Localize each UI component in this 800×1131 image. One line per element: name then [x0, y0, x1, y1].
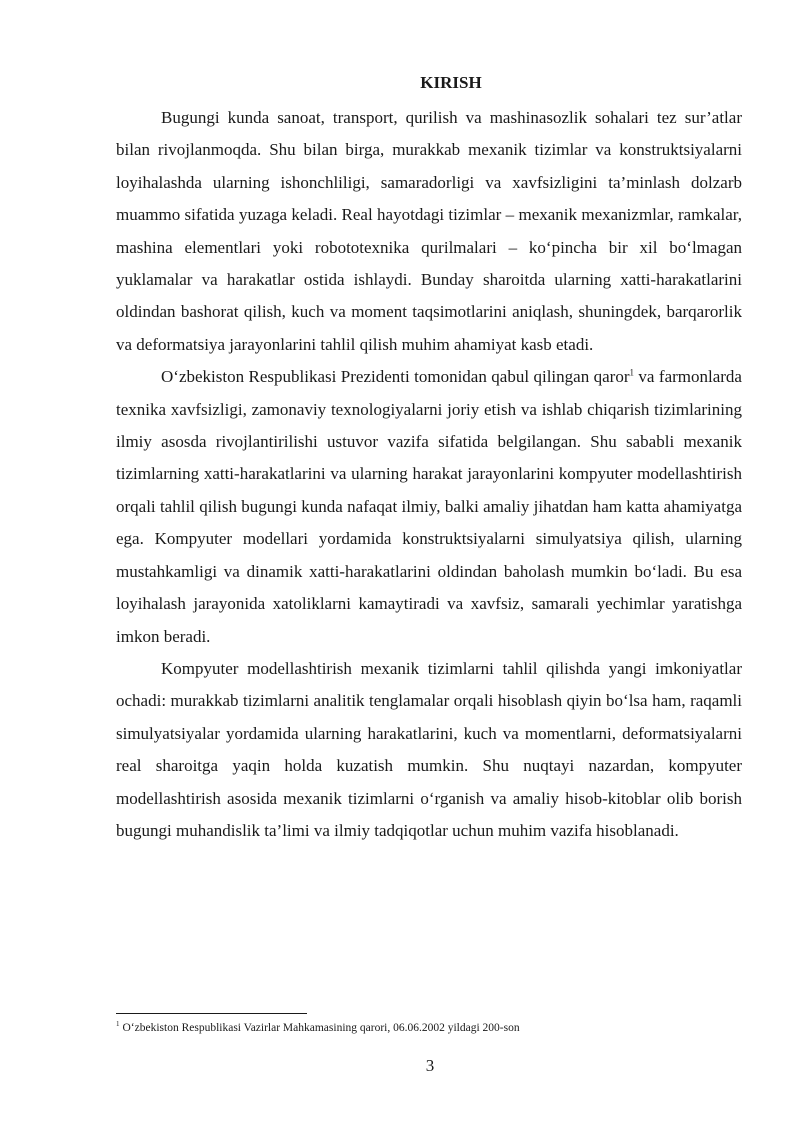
footnote-text: O‘zbekiston Respublikasi Vazirlar Mahkamasining qarori, 06.06.2002 yildagi 200-son	[122, 1022, 520, 1034]
footnote-reference[interactable]: 1	[629, 367, 634, 378]
paragraph-1	[116, 102, 742, 361]
footnote-separator	[116, 1013, 307, 1014]
footnote-marker: 1	[116, 1020, 120, 1029]
paragraph-3	[116, 653, 742, 847]
paragraph-3-text: Kompyuter modellashtirish mexanik tizimlarni tahlil qilishda yangi imkoniyatlar ochadi: murakkab tizimlarni analitik tenglamalar orqali hisoblash qiyin bo‘lsa ham, raqamli simulyatsiyalar yordamida ularning harakatlarini, kuch va momentlarni, deformatsiyalarni real sharoitga yaqin holda kuzatish mumkin. Shu nuqtayi nazardan, kompyuter modellashtirish asosida mexanik tizimlarni o‘rganish va amaliy hisob-kitoblar olib borish bugungi muhandislik ta’limi va ilmiy tadqiqotlar uchun muhim vazifa hisoblanadi.	[116, 658, 742, 840]
document-body	[116, 72, 742, 847]
paragraph-2	[116, 361, 742, 653]
footnote	[116, 1021, 742, 1035]
section-heading: KIRISH	[420, 73, 482, 92]
paragraph-2-text-before: O‘zbekiston Respublikasi Prezidenti tomonidan qabul qilingan qaror	[161, 367, 630, 387]
page-number: 3	[425, 1056, 435, 1075]
paragraph-2-text-after: va farmonlarda texnika xavfsizligi, zamonaviy texnologiyalarni joriy etish va ishlab chiqarish tizimlarining ilmiy asosda rivojlantirilishi ustuvor vazifa sifatida belgilangan. Shu sababli mexanik tizimlarning xatti-harakatlarini va ularning harakat jarayonlarini kompyuter modellashtirish orqali tahlil qilish bugungi kunda nafaqat ilmiy, balki amaliy jihatdan ham katta ahamiyatga ega. Kompyuter modellari yordamida konstruktsiyalarni simulyatsiya qilish, ularning mustahkamligi va dinamik xatti-harakatlarini oldindan baholash mumkin bo‘ladi. Bu esa loyihalash jarayonida xatoliklarni kamaytiradi va xavfsiz, samarali yechimlar yaratishga imkon beradi.	[116, 367, 742, 646]
paragraph-1-text: Bugungi kunda sanoat, transport, qurilish va mashinasozlik sohalari tez sur’atlar bilan rivojlanmoqda. Shu bilan birga, murakkab mexanik tizimlar va konstruktsiyalarni loyihalashda ularning ishonchliligi, samaradorligi va xavfsizligini ta’minlash dolzarb muammo sifatida yuzaga keladi. Real hayotdagi tizimlar – mexanik mexanizmlar, ramkalar, mashina elementlari yoki robototexnika qurilmalari – ko‘pincha bir xil bo‘lmagan yuklamalar va harakatlar ostida ishlaydi. Bunday sharoitda ularning xatti-harakatlarini oldindan bashorat qilish, kuch va moment taqsimotlarini aniqlash, shuningdek, barqarorlik va deformatsiya jarayonlarini tahlil qilish muhim ahamiyat kasb etadi.	[116, 108, 742, 354]
